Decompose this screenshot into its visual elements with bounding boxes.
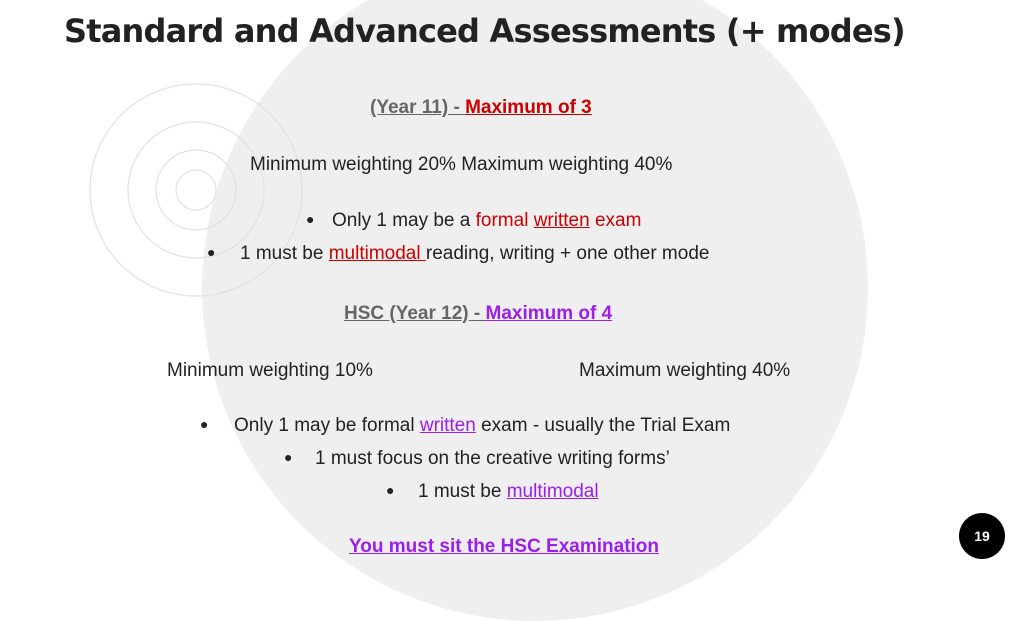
year11-bullet-2-text: 1 must be <box>240 243 329 264</box>
hsc-heading-label: HSC (Year 12) - <box>344 303 486 324</box>
bullet-icon: ● <box>386 482 395 498</box>
written-link[interactable]: written <box>419 415 476 436</box>
written-link[interactable]: written <box>533 210 590 231</box>
page-number-badge: 19 <box>959 513 1005 559</box>
hsc-min-weighting: Minimum weighting 10% <box>167 360 373 381</box>
bullet-icon: ● <box>200 416 209 432</box>
hsc-bullet-1 <box>200 415 730 437</box>
year11-bullet-2-rest: reading, writing + one other mode <box>425 243 710 264</box>
year11-bullet-1-text: Only 1 may be a <box>332 210 476 231</box>
year11-weighting: Minimum weighting 20% Maximum weighting 40% <box>250 154 673 175</box>
hsc-bullet-1-rest: exam - usually the Trial Exam <box>475 415 731 436</box>
hsc-bullet-3-text: 1 must be <box>418 481 507 502</box>
bullet-icon: ● <box>306 211 315 227</box>
hsc-bullet-2 <box>284 448 670 470</box>
year11-heading-label: (Year 11) - <box>370 97 466 118</box>
multimodal-link[interactable]: multimodal <box>506 481 599 502</box>
multimodal-link[interactable]: multimodal <box>328 243 426 264</box>
hsc-examination-note: You must sit the HSC Examination <box>349 536 660 557</box>
year11-heading-maximum: Maximum of 3 <box>465 97 592 118</box>
bullet-icon: ● <box>284 449 293 465</box>
hsc-heading-maximum: Maximum of 4 <box>485 303 613 324</box>
bullet-icon: ● <box>207 244 216 260</box>
formal-text: formal <box>475 210 529 231</box>
page-title: Standard and Advanced Assessments (+ modes) <box>64 12 905 50</box>
exam-text: exam <box>589 210 642 231</box>
hsc-max-weighting: Maximum weighting 40% <box>579 360 791 381</box>
year11-heading <box>370 97 592 119</box>
hsc-bullet-1-text: Only 1 may be formal <box>234 415 420 436</box>
hsc-bullet-2-text: 1 must focus on the creative writing forms’ <box>315 448 670 469</box>
hsc-bullet-3 <box>386 481 599 503</box>
year11-bullet-2 <box>207 243 709 265</box>
hsc-heading <box>344 303 612 325</box>
year11-bullet-1 <box>306 210 641 232</box>
